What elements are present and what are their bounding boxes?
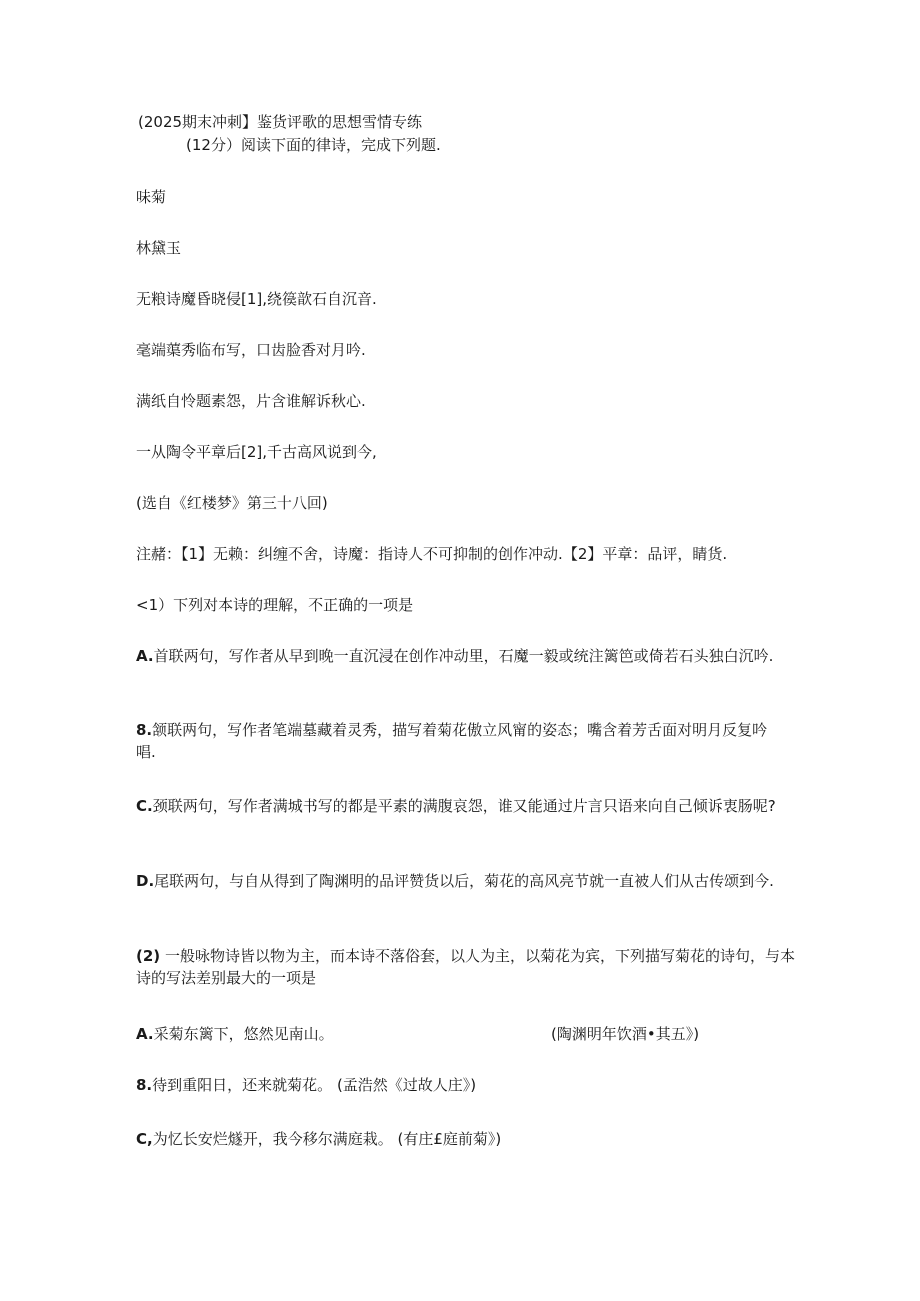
option-text: 待到重阳日，还来就菊花。 bbox=[152, 1076, 333, 1094]
question-instruction: (12分）阅读下面的律诗，完成下列题. bbox=[186, 136, 441, 154]
option-label: C, bbox=[136, 1130, 153, 1148]
poem-notes: 注赭：【1】无赖：纠缠不舍，诗魔：指诗人不可抑制的创作冲动.【2】平章：品评，睛货. bbox=[136, 545, 728, 563]
question-text: 一般咏物诗皆以物为主，而本诗不落俗套，以人为主，以菊花为宾，下列描写菊花的诗句，与本诗的写法差别最大的一项是 bbox=[136, 947, 795, 987]
question-number: (2) bbox=[136, 947, 161, 965]
question-2-option-a bbox=[136, 1023, 334, 1045]
poem-title: 味菊 bbox=[136, 188, 167, 206]
option-label: 8. bbox=[136, 1076, 153, 1094]
option-source: (孟浩然《过故人庄》) bbox=[336, 1076, 477, 1094]
option-label: C. bbox=[136, 797, 153, 815]
question-2-option-b bbox=[136, 1074, 476, 1096]
option-source: (有庄£庭前菊》) bbox=[397, 1130, 502, 1148]
option-text: 颈联两句，写作者满城书写的都是平素的满腹哀怨，谁又能通过片言只语来向自己倾诉衷肠呢? bbox=[152, 797, 776, 815]
option-label: 8. bbox=[136, 721, 153, 739]
option-text: 采菊东篱下，悠然见南山。 bbox=[153, 1025, 334, 1043]
option-text: 颔联两句，写作者笔端墓藏着灵秀，描写着菊花傲立风甯的姿态；嘴含着芳舌面对明月反复吟唱. bbox=[136, 721, 768, 761]
poem-line-3: 满纸自怜题素怨，片含谁解诉秋心. bbox=[136, 392, 366, 410]
poem-line-2: 毫端蕖秀临布写，口齿脸香对月吟. bbox=[136, 341, 366, 359]
option-text: 尾联两句，与自从得到了陶渊明的品评赞货以后，菊花的高风亮节就一直被人们从古传颂到今. bbox=[154, 872, 774, 890]
option-text: 为忆长安烂燧开，我今移尔满庭栽。 bbox=[152, 1130, 393, 1148]
poem-line-1: 无粮诗魔昏晓侵[1],绕篌歆石自沉音. bbox=[136, 290, 377, 308]
poem-author: 林黛玉 bbox=[136, 239, 182, 257]
question-1-option-b bbox=[136, 719, 786, 763]
poem-line-4: 一从陶令平章后[2],千古高风说到今, bbox=[136, 443, 377, 461]
question-1-option-a bbox=[136, 645, 786, 667]
poem-source: (选自《红楼梦》第三十八回) bbox=[136, 494, 328, 512]
option-label: A. bbox=[136, 647, 154, 665]
question-1-stem: <1）下列对本诗的理解，不正确的一项是 bbox=[136, 596, 414, 614]
option-label: D. bbox=[136, 872, 155, 890]
question-1-option-d bbox=[136, 870, 786, 892]
option-label: A. bbox=[136, 1025, 154, 1043]
question-2-option-a-source: (陶渊明年饮酒•其五》) bbox=[551, 1025, 700, 1043]
question-1-option-c bbox=[136, 795, 786, 817]
question-2-option-c bbox=[136, 1128, 501, 1150]
option-text: 首联两句，写作者从早到晚一直沉浸在创作冲动里，石魔一毅或统注篱笆或倚若石头独白沉吟. bbox=[153, 647, 774, 665]
document-title: (2025期末冲刺】鉴货评歌的思想雪情专练 bbox=[138, 113, 423, 131]
question-2-stem bbox=[136, 945, 796, 989]
